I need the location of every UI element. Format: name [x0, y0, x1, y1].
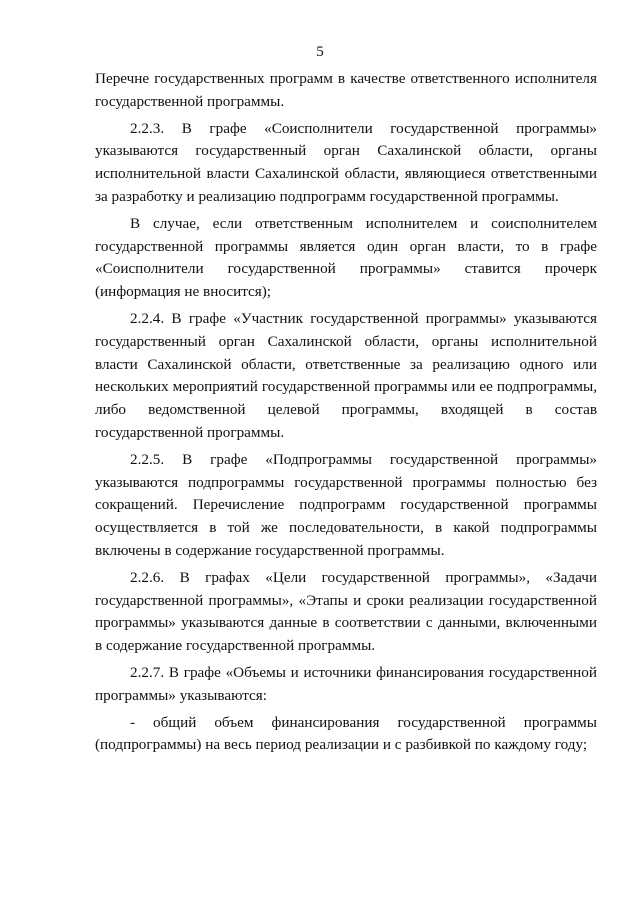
paragraph-continuation: Перечне государственных программ в качестве ответственного исполнителя государственной программы. [95, 70, 597, 110]
list-item-total-funding: - общий объем финансирования государственной программы (подпрограммы) на весь период реализации и с разбивкой по каждому году; [95, 713, 597, 754]
paragraph-2-2-6: 2.2.6. В графах «Цели государственной программы», «Задачи государственной программы», «Этапы и сроки реализации государственной программы» указываются данные в соответствии с данными, включенными в содержание государственной программы. [95, 568, 597, 655]
paragraph-2-2-7: 2.2.7. В графе «Объемы и источники финансирования государственной программы» указываются: [95, 663, 597, 704]
page-number: 5 [316, 44, 324, 60]
paragraph-2-2-3: 2.2.3. В графе «Соисполнители государственной программы» указываются государственный орган Сахалинской области, органы исполнительной власти Сахалинской области, являющиеся ответственными за разработку и реализацию подпрограмм государственной программы. [95, 119, 597, 205]
paragraph-2-2-5: 2.2.5. В графе «Подпрограммы государственной программы» указываются подпрограммы государственной программы полностью без сокращений. Перечисление подпрограмм государственной программы осуществляется в той же последовательности, в какой подпрограммы включены в содержание государственной программы. [95, 450, 597, 559]
paragraph-2-2-4: 2.2.4. В графе «Участник государственной программы» указываются государственный орган Сахалинской области, органы исполнительной власти Сахалинской области, ответственные за реализацию одного или нескольких мероприятий государственной программы или ее подпрограммы, либо ведомственной целевой программы, входящей в состав государственной программы. [95, 309, 597, 441]
document-body [95, 68, 597, 761]
paragraph-same-body-note: В случае, если ответственным исполнителем и соисполнителем государственной программы является один орган власти, то в графе «Соисполнители государственной программы» ставится прочерк (информация не вносится); [95, 214, 597, 301]
